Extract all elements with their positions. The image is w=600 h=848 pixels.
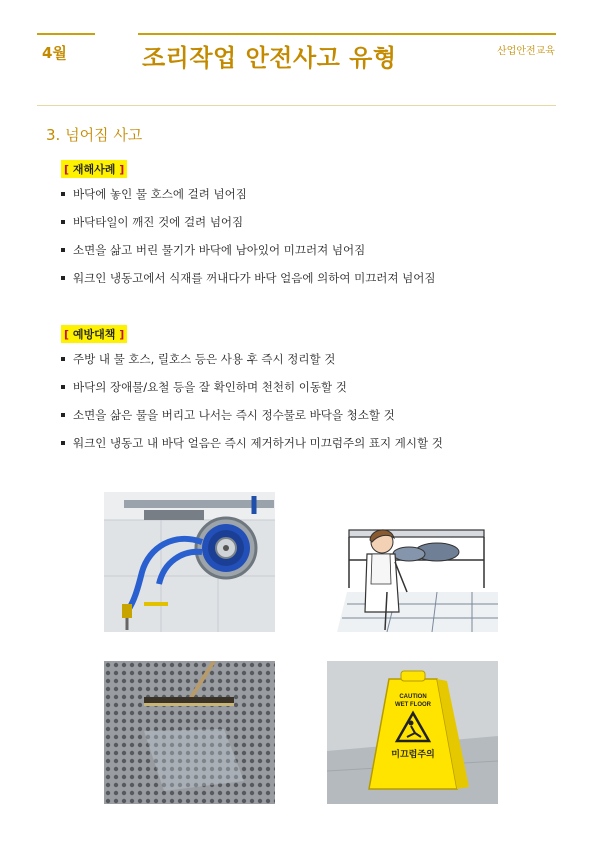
list-item-text: 바닥에 놓인 물 호스에 걸려 넘어짐	[73, 187, 247, 201]
header-rule-left	[37, 33, 95, 35]
prevention-tag	[61, 325, 127, 343]
bullet-icon	[61, 276, 65, 280]
list-item-text: 워크인 냉동고에서 식재를 꺼내다가 바닥 얼음에 의하여 미끄러져 넘어짐	[73, 271, 436, 285]
bracket-open: [	[64, 328, 73, 341]
organization-label: 산업안전교육	[497, 46, 555, 57]
section-heading: 3. 넘어짐 사고	[46, 126, 143, 144]
bullet-icon	[61, 192, 65, 196]
list-item	[61, 242, 436, 270]
slippery-caution-text: 미끄럼주의	[391, 750, 435, 760]
bullet-icon	[61, 248, 65, 252]
wet-floor-text: WET FLOOR	[395, 702, 431, 708]
list-item-text: 바닥의 장애물/요철 등을 잘 확인하며 천천히 이동할 것	[73, 380, 347, 394]
cases-tag	[61, 160, 127, 178]
list-item	[61, 214, 436, 242]
bracket-close: ]	[115, 328, 125, 341]
list-item-text: 주방 내 물 호스, 릴호스 등은 사용 후 즉시 정리할 것	[73, 352, 336, 366]
list-item	[61, 270, 436, 298]
floor-squeegee-photo	[104, 661, 275, 804]
list-item	[61, 407, 443, 435]
bullet-icon	[61, 220, 65, 224]
list-item-text: 소면을 삶은 물을 버리고 나서는 즉시 정수물로 바닥을 청소할 것	[73, 408, 395, 422]
header-divider	[37, 105, 556, 106]
list-item-text: 워크인 냉동고 내 바닥 얼음은 즉시 제거하거나 미끄럼주의 표지 게시할 것	[73, 436, 443, 450]
bullet-icon	[61, 441, 65, 445]
prevention-tag-label: 예방대책	[72, 328, 116, 341]
cases-list	[61, 186, 436, 298]
list-item	[61, 379, 443, 407]
month-label: 4월	[42, 44, 67, 62]
wet-floor-sign-photo	[327, 661, 498, 804]
slip-cartoon-illustration	[327, 492, 498, 632]
bracket-open: [	[64, 163, 73, 176]
list-item	[61, 351, 443, 379]
list-item	[61, 435, 443, 463]
list-item-text: 바닥타일이 깨진 것에 걸려 넘어짐	[73, 215, 244, 229]
prevention-list	[61, 351, 443, 463]
bullet-icon	[61, 357, 65, 361]
cases-tag-label: 재해사례	[72, 163, 116, 176]
header-rule-right	[138, 33, 556, 35]
bullet-icon	[61, 385, 65, 389]
list-item	[61, 186, 436, 214]
page-title: 조리작업 안전사고 유형	[142, 44, 397, 72]
hose-reel-photo	[104, 492, 275, 632]
bullet-icon	[61, 413, 65, 417]
caution-text: CAUTION	[399, 694, 427, 700]
bracket-close: ]	[115, 163, 125, 176]
list-item-text: 소면을 삶고 버린 물기가 바닥에 남아있어 미끄러져 넘어짐	[73, 243, 366, 257]
